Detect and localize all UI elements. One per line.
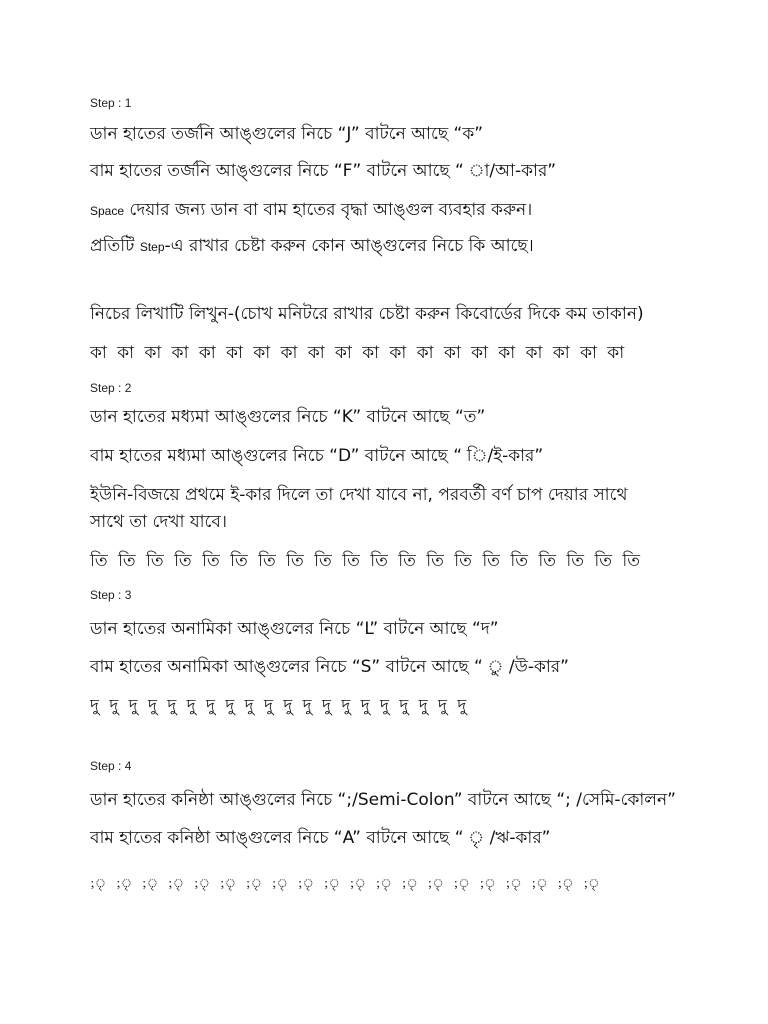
step-1-line-4-step: Step bbox=[139, 240, 165, 254]
step-1-line-4 bbox=[90, 234, 728, 259]
step-1-heading: Step : 1 bbox=[90, 96, 132, 110]
step-2-note-line-1: ইউনি-বিজয়ে প্রথমে ই-কার দিলে তা দেখা যাবে না, পরবর্তী বর্ণ চাপ দেয়ার সাথে bbox=[90, 485, 628, 505]
step-1-line-4-part-2: -এ রাখার চেষ্টা করুন কোন আঙ্গুলের নিচে কি আছে। bbox=[164, 236, 534, 256]
step-3-line-1: ডান হাতের অনামিকা আঙ্গুলের নিচে “L” বাটনে আছে “দ” bbox=[90, 619, 499, 639]
practice-instruction: নিচের লিখাটি লিখুন-(চোখ মনিটরে রাখার চেষ্টা করুন কিবোর্ডের দিকে কম তাকান) bbox=[90, 304, 644, 324]
step-1-line-4-part-1: প্রতিটি bbox=[90, 236, 140, 256]
step-2-heading: Step : 2 bbox=[90, 381, 132, 395]
step-4-line-2: বাম হাতের কনিষ্ঠা আঙ্গুলের নিচে “A” বাটনে আছে “ ৃ /ঋ-কার” bbox=[90, 828, 551, 848]
step-2-line-2: বাম হাতের মধ্যমা আঙ্গুলের নিচে “D” বাটনে আছে “ ি/ই-কার” bbox=[90, 446, 544, 466]
step-4-heading: Step : 4 bbox=[90, 759, 132, 773]
step-3-line-2: বাম হাতের অনামিকা আঙ্গুলের নিচে “S” বাটনে আছে “ ু /উ-কার” bbox=[90, 657, 569, 677]
step-4-practice-line: ;ৃ ;ৃ ;ৃ ;ৃ ;ৃ ;ৃ ;ৃ ;ৃ ;ৃ ;ৃ ;ৃ ;ৃ ;ৃ ;ৃ ;ৃ ;ৃ ;ৃ ;ৃ ;ৃ ;ৃ bbox=[90, 876, 600, 890]
step-1-line-1: ডান হাতের তর্জনি আঙ্গুলের নিচে “J” বাটনে আছে “ক” bbox=[90, 124, 484, 144]
step-3-heading: Step : 3 bbox=[90, 588, 132, 602]
step-2-line-1: ডান হাতের মধ্যমা আঙ্গুলের নিচে “K” বাটনে আছে “ত” bbox=[90, 407, 486, 427]
step-1-practice-line: কা কা কা কা কা কা কা কা কা কা কা কা কা কা কা কা কা কা কা কা bbox=[90, 343, 625, 363]
step-1-line-3 bbox=[90, 198, 728, 223]
step-1-line-3-text: দেয়ার জন্য ডান বা বাম হাতের বৃদ্ধা আঙ্গুল ব্যবহার করুন। bbox=[124, 200, 533, 220]
space-key-label: Space bbox=[90, 204, 125, 218]
step-1-line-2: বাম হাতের তর্জনি আঙ্গুলের নিচে “F” বাটনে আছে “ া/আ-কার” bbox=[90, 161, 557, 181]
step-3-practice-line: দু দু দু দু দু দু দু দু দু দু দু দু দু দু দু দু দু দু দু দু bbox=[90, 696, 467, 716]
step-4-line-1: ডান হাতের কনিষ্ঠা আঙ্গুলের নিচে “;/Semi-Colon” বাটনে আছে “; /সেমি-কোলন” bbox=[90, 790, 676, 810]
step-2-note-line-2: সাথে তা দেখা যাবে। bbox=[90, 512, 227, 532]
step-2-practice-line: তি তি তি তি তি তি তি তি তি তি তি তি তি তি তি তি তি তি তি তি bbox=[90, 551, 641, 571]
